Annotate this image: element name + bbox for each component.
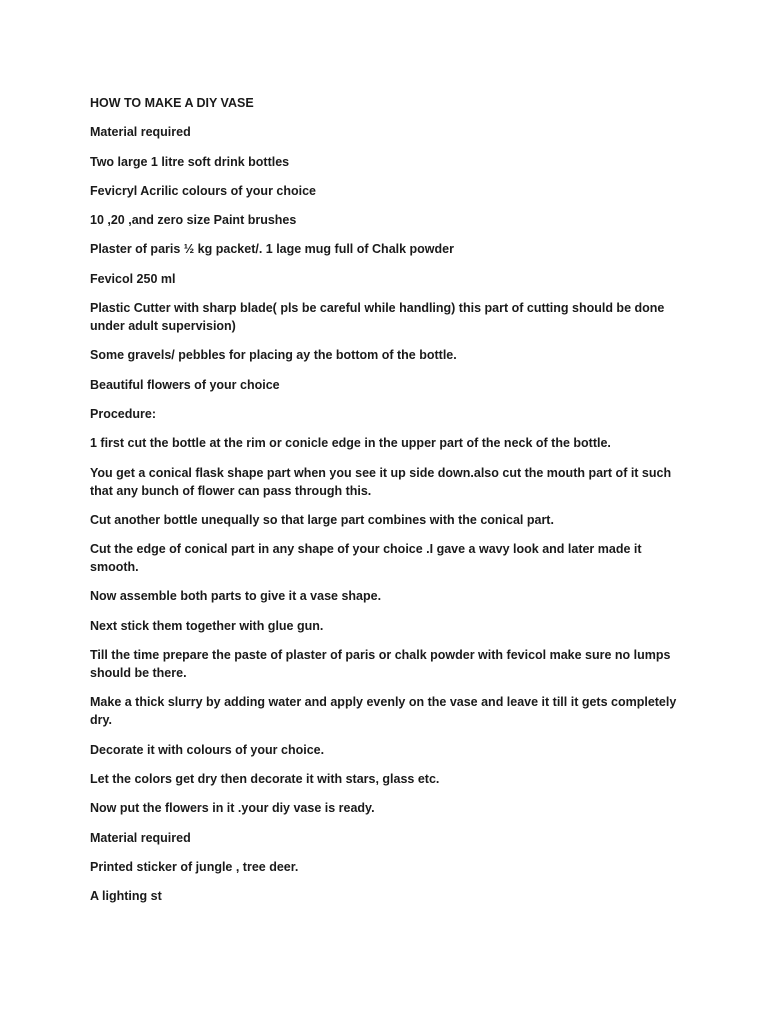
material-item: Beautiful flowers of your choice <box>90 377 280 392</box>
section-heading-materials-2: Material required <box>90 830 191 845</box>
procedure-step: Now put the flowers in it .your diy vase is ready. <box>90 801 375 816</box>
section-heading-procedure: Procedure: <box>90 406 156 421</box>
procedure-step: Make a thick slurry by adding water and apply evenly on the vase and leave it till it gets completely dry. <box>90 695 677 728</box>
document-body <box>90 94 690 916</box>
material-item: Printed sticker of jungle , tree deer. <box>90 859 299 874</box>
procedure-step: Cut the edge of conical part in any shape of your choice .I gave a wavy look and later made it smooth. <box>90 542 642 575</box>
material-item: Some gravels/ pebbles for placing ay the bottom of the bottle. <box>90 348 457 363</box>
procedure-step: Till the time prepare the paste of plaster of paris or chalk powder with fevicol make sure no lumps should be there. <box>90 648 671 681</box>
material-item: Fevicol 250 ml <box>90 271 176 286</box>
procedure-step: 1 first cut the bottle at the rim or conicle edge in the upper part of the neck of the bottle. <box>90 436 611 451</box>
section-heading-materials: Material required <box>90 125 191 140</box>
procedure-step: Cut another bottle unequally so that large part combines with the conical part. <box>90 512 554 527</box>
material-item: Plastic Cutter with sharp blade( pls be careful while handling) this part of cutting should be done under adult supervision) <box>90 301 665 334</box>
material-item: Plaster of paris ½ kg packet/. 1 lage mug full of Chalk powder <box>90 242 454 257</box>
procedure-step: Let the colors get dry then decorate it with stars, glass etc. <box>90 771 440 786</box>
material-item: 10 ,20 ,and zero size Paint brushes <box>90 213 297 228</box>
material-item: Two large 1 litre soft drink bottles <box>90 154 290 169</box>
procedure-step: You get a conical flask shape part when you see it up side down.also cut the mouth part of it such that any bunch of flower can pass through this. <box>90 465 672 498</box>
document-title: HOW TO MAKE A DIY VASE <box>90 96 254 110</box>
procedure-step: Now assemble both parts to give it a vase shape. <box>90 589 382 604</box>
procedure-step: Next stick them together with glue gun. <box>90 618 324 633</box>
procedure-step: Decorate it with colours of your choice. <box>90 742 325 757</box>
material-item: Fevicryl Acrilic colours of your choice <box>90 183 317 198</box>
material-item: A lighting st <box>90 889 162 904</box>
